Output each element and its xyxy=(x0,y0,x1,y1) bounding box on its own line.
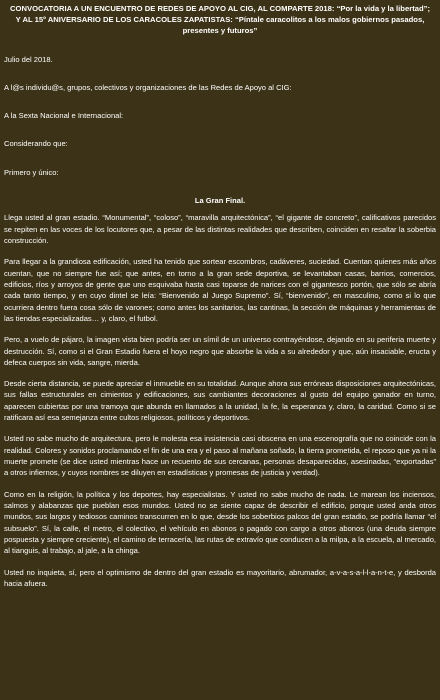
paragraph: Como en la religión, la política y los deportes, hay especialistas. Y usted no sabe mucho de nada. Le marean los inciensos, salmos y alabanzas que pueblan esos mundos. Usted no se siente capaz de describir el edificio, porque usted anda otros mundos, sus largos y tediosos caminos transcurren en lo que, desde los soberbios palcos del gran estadio, se podría llamar “el subsuelo”. Sí, la calle, el metro, el colectivo, el vehículo en abonos o pagado con cargo a otros abonos (una deuda siempre pospuesta y siempre creciente), el camino de terracería, las rutas de extravío que conducen a la milpa, a la escuela, al mercado, al tianguis, al trabajo, al jale, a la chinga. xyxy=(4,489,436,556)
paragraph: Llega usted al gran estadio. “Monumental”, “coloso”, “maravilla arquitectónica”, “el gigante de concreto”, calificativos parecidos se repiten en las voces de los locutores que, a pesar de las distintas realidades que describen, coinciden en resaltar la soberbia construcción. xyxy=(4,213,436,246)
first-point-label: Primero y único: xyxy=(4,167,59,177)
body-text xyxy=(4,212,436,589)
document-date: Julio del 2018. xyxy=(4,54,53,64)
paragraph: Usted no inquieta, sí, pero el optimismo de dentro del gran estadio es mayoritario, abrumador, a-v-a-s-a-l-l-a-n-t-e, y desborda hacia afuera. xyxy=(4,567,436,588)
salutation-sexta: A la Sexta Nacional e Internacional: xyxy=(4,111,124,121)
section-heading: La Gran Final. xyxy=(194,196,246,206)
paragraph: Desde cierta distancia, se puede apreciar el inmueble en su totalidad. Aunque ahora sus erróneas disposiciones arquitectónicas, sus fallas estructurales en cimientos y edificaciones, sus cambiantes decoraciones al gusto del equipo ganador en turno, aparecen cubiertas por una tramoya que abunda en llamados a la unidad, la fe, la esperanza y, claro, la caridad. Como si se ratificara así esa semejanza entre cultos religiosos, políticos y deportivos. xyxy=(4,379,436,423)
paragraph: Pero, a vuelo de pájaro, la imagen vista bien podría ser un símil de un universo contrayéndose, dejando en su periferia muerte y destrucción. Sí, como si el Gran Estadio fuera el hoyo negro que absorbe la vida a su alrededor y que, aún insaciable, eructa y defeca cuerpos sin vida, sangre, mierda. xyxy=(4,335,436,367)
paragraph: Usted no sabe mucho de arquitectura, pero le molesta esa insistencia casi obscena en una escenografía que no coincide con la realidad. Colores y sonidos proclamando el fin de una era y el paso al mañana soñado, la tierra prometida, el reposo que ya ni la muerte promete (se dice usted mientras hace un recuento de sus cercanas, personas desaparecidas, asesinadas, “exportadas” a otros infiernos, y cuyos nombres se diluyen en estadísticas y promesas de justicia y verdad). xyxy=(4,434,436,478)
document-title: CONVOCATORIA A UN ENCUENTRO DE REDES DE APOYO AL CIG, AL COMPARTE 2018: “Por la vida y la libertad”; Y AL 15º ANIVERSARIO DE LOS CARACOLES ZAPATISTAS: “Píntale caracolitos a los malos gobiernos pasados, presentes y futuros” xyxy=(10,4,431,36)
paragraph: Para llegar a la grandiosa edificación, usted ha tenido que sortear escombros, cadáveres, suciedad. Cuentan quienes más años cuentan, que no siempre fue así; que antes, en torno a la gran sede deportiva, se levantaban casas, barrios, comercios, edificios, ríos y arroyos de gente que uno esquivaba hasta casi toparse de narices con el gigantesco portón, que sólo se abría cada tanto tiempo, y en cuyo dintel se leía: “Bienvenido al Juego Supremo”. Sí, “bienvenido”, en masculino, como si lo que ocurriera dentro fuera cosa sólo de varones; como antes los sanitarios, las cantinas, la sección de máquinas y herramientas de las tiendas especializadas… y, claro, el futbol. xyxy=(4,257,436,323)
considering-label: Considerando que: xyxy=(4,139,68,149)
salutation-redes: A l@s individu@s, grupos, colectivos y organizaciones de las Redes de Apoyo al CIG: xyxy=(4,82,292,92)
